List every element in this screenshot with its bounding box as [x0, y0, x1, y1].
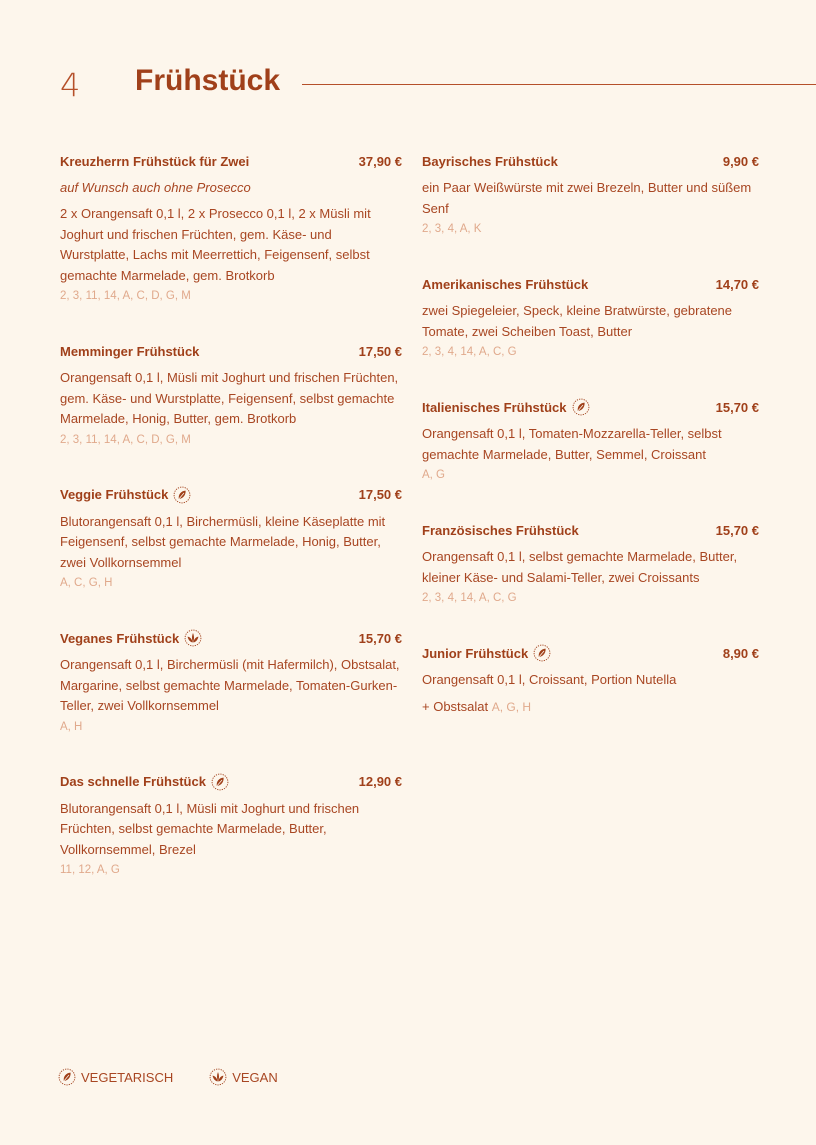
item-price: 17,50 € [358, 487, 402, 502]
title-divider [302, 84, 816, 85]
page-header [60, 60, 816, 110]
item-allergens: 2, 3, 4, 14, A, C, G [422, 346, 517, 358]
item-description: Orangensaft 0,1 l, Tomaten-Mozzarella-Teller, selbst gemachte Marmelade, Butter, Semmel, Croissant [422, 426, 722, 462]
item-name: Memminger Frühstück [60, 343, 200, 359]
item-subtitle: auf Wunsch auch ohne Prosecco [60, 180, 251, 195]
diet-legend [58, 1068, 314, 1086]
item-allergens: 2, 3, 4, 14, A, C, G [422, 592, 517, 604]
vegetarian-icon [173, 486, 191, 504]
item-name-row [422, 398, 590, 416]
vegetarian-icon [533, 644, 551, 662]
menu-item [60, 629, 402, 737]
item-allergens: 11, 12, A, G [60, 864, 120, 876]
item-price: 37,90 € [358, 153, 402, 169]
item-allergens: A, G [422, 469, 446, 481]
menu-item [60, 152, 402, 306]
menu-column-left [60, 152, 402, 916]
menu-item [422, 521, 759, 608]
item-extra [422, 697, 759, 718]
menu-column-right [422, 152, 759, 753]
item-price: 15,70 € [715, 399, 759, 415]
item-price: 9,90 € [722, 153, 759, 169]
item-price: 14,70 € [715, 276, 759, 292]
item-description: 2 x Orangensaft 0,1 l, 2 x Prosecco 0,1 l, 2 x Müsli mit Joghurt und frischen Früchten, gem. Käse- und Wurstplatte, Lachs mit Meerrettich, Feigensenf, selbst gemachte Marmelade, gem. Brotkorb [60, 206, 371, 283]
item-name: Veggie Frühstück [60, 487, 169, 502]
item-price: 15,70 € [715, 522, 759, 538]
item-name: Das schnelle Frühstück [60, 774, 206, 789]
legend-vegetarian [58, 1068, 173, 1086]
menu-item [60, 486, 402, 594]
page-title: Frühstück [135, 64, 281, 97]
item-price: 8,90 € [722, 645, 759, 661]
vegetarian-icon [58, 1068, 76, 1086]
item-name-row [422, 644, 551, 662]
menu-item [422, 152, 759, 239]
item-allergens: A, C, G, H [60, 577, 113, 589]
item-description: Orangensaft 0,1 l, Müsli mit Joghurt und frischen Früchten, gem. Käse- und Wurstplatte, Feigensenf, selbst gemachte Marmelade, Honig, Butter, gem. Brotkorb [60, 370, 399, 426]
item-price: 15,70 € [358, 630, 402, 646]
legend-vegetarian-label: VEGETARISCH [81, 1069, 174, 1085]
item-name-row [60, 486, 191, 504]
item-description: Orangensaft 0,1 l, Birchermüsli (mit Hafermilch), Obstsalat, Margarine, selbst gemachte Marmelade, Tomaten-Gurken-Teller, zwei Vollkornsemmel [60, 657, 400, 713]
item-name-row [60, 629, 202, 647]
vegan-icon [184, 629, 202, 647]
vegan-icon [209, 1068, 227, 1086]
item-name: Kreuzherrn Frühstück für Zwei [60, 153, 250, 169]
vegetarian-icon [211, 773, 229, 791]
item-price: 12,90 € [358, 774, 402, 789]
legend-vegan [209, 1068, 278, 1086]
menu-item [60, 773, 402, 881]
item-description: zwei Spiegeleier, Speck, kleine Bratwürste, gebratene Tomate, zwei Scheiben Toast, Butter [422, 303, 733, 339]
item-allergens: 2, 3, 11, 14, A, C, D, G, M [60, 433, 191, 446]
legend-vegan-label: VEGAN [232, 1069, 278, 1085]
menu-item [422, 275, 759, 362]
item-name-row [60, 773, 229, 791]
item-allergens: 2, 3, 4, A, K [422, 223, 482, 235]
item-allergens: A, H [60, 720, 83, 733]
item-name: Veganes Frühstück [60, 630, 180, 646]
menu-item [422, 644, 759, 717]
item-description: Blutorangensaft 0,1 l, Birchermüsli, kleine Käseplatte mit Feigensenf, selbst gemachte Marmelade, Honig, Butter, zwei Vollkornsemmel [60, 513, 386, 570]
item-description: ein Paar Weißwürste mit zwei Brezeln, Butter und süßem Senf [422, 180, 752, 216]
item-name: Französisches Frühstück [422, 522, 579, 538]
item-description: Orangensaft 0,1 l, selbst gemachte Marmelade, Butter, kleiner Käse- und Salami-Teller, zwei Croissants [422, 549, 738, 585]
item-description: Orangensaft 0,1 l, Croissant, Portion Nutella [422, 672, 677, 687]
item-name: Italienisches Frühstück [422, 399, 567, 415]
item-description: Blutorangensaft 0,1 l, Müsli mit Joghurt und frischen Früchten, selbst gemachte Marmelade, Butter, Vollkornsemmel, Brezel [60, 800, 360, 857]
item-name: Amerikanisches Frühstück [422, 276, 589, 292]
item-allergens: A, G, H [491, 699, 532, 714]
menu-item [60, 342, 402, 450]
vegetarian-icon [572, 398, 590, 416]
menu-item [422, 398, 759, 485]
item-name: Bayrisches Frühstück [422, 153, 558, 169]
page-number: 4 [60, 66, 81, 104]
item-extra-text: + Obstsalat [422, 698, 489, 714]
item-allergens: 2, 3, 11, 14, A, C, D, G, M [60, 290, 191, 302]
item-name: Junior Frühstück [422, 645, 529, 661]
item-price: 17,50 € [358, 343, 402, 359]
